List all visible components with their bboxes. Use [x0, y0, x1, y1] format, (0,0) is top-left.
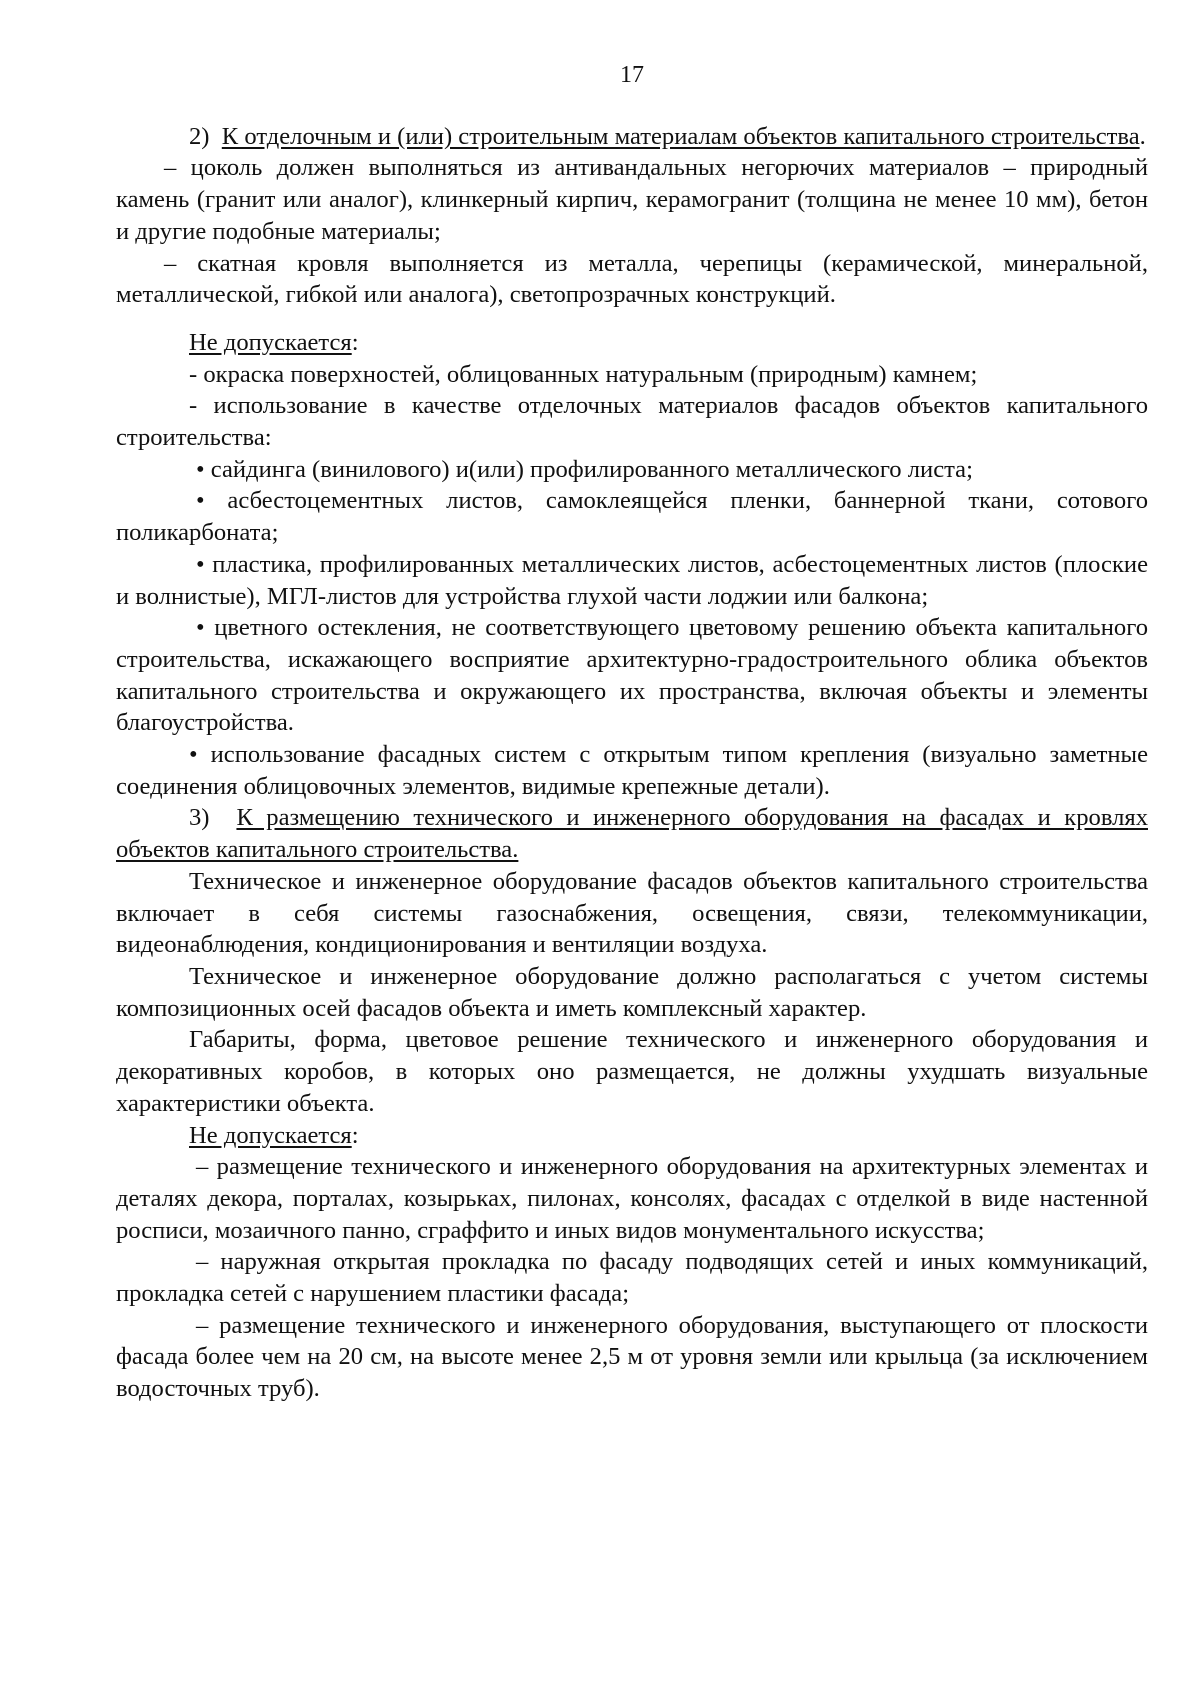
paragraph-equipment-includes: Техническое и инженерное оборудование фасадов объектов капитального строительства включает в себя системы газоснабжения, освещения, связи, телекоммуникации, видеонаблюдения, кондиционирования и вентиляции воздуха.: [116, 867, 1148, 959]
bullet-item-siding: • сайдинга (винилового) и(или) профилированного металлического листа;: [196, 455, 973, 483]
list-item-painting: - окраска поверхностей, облицованных натуральным (природным) камнем;: [189, 360, 978, 388]
paragraph-equipment-dimensions: Габариты, форма, цветовое решение технического и инженерного оборудования и декоративных коробов, в которых оно размещается, не должны ухудшать визуальные характеристики объекта.: [116, 1026, 1148, 1117]
list-item-plinth: – цоколь должен выполняться из антивандальных негорючих материалов – природный камень (гранит или аналог), клинкерный кирпич, керамогранит (толщина не менее 10 мм), бетон и другие подобные материалы;: [116, 154, 1148, 245]
section-2-heading: [116, 121, 1148, 153]
section-3-heading: [116, 802, 1148, 865]
section-2-heading-end: .: [1139, 122, 1146, 150]
bullet-item-glazing: • цветного остекления, не соответствующего цветовому решению объекта капитального строительства, искажающего восприятие архитектурно-градостроительного облика объектов капитального строительства и окружающего их пространства, включая объекты и элементы благоустройства.: [116, 614, 1148, 737]
not-allowed-colon-2: :: [351, 1121, 359, 1149]
bullet-item-facade-systems: • использование фасадных систем с открытым типом крепления (визуально заметные соединения облицовочных элементов, видимые крепежные детали).: [116, 741, 1148, 800]
section-3-number: 3): [189, 804, 210, 832]
section-3-heading-text: К размещению технического и инженерного оборудования на фасадах и кровлях объектов капитального строительства.: [116, 804, 1148, 864]
section-2-heading-text: К отделочным и (или) строительным материалам объектов капитального строительства: [221, 122, 1140, 150]
list-item-open-cabling: – наружная открытая прокладка по фасаду подводящих сетей и иных коммуникаций, прокладка сетей с нарушением пластики фасада;: [116, 1248, 1148, 1308]
not-allowed-colon-1: :: [351, 328, 359, 356]
document-page: [116, 60, 1148, 1405]
not-allowed-heading-2: [116, 1120, 1148, 1152]
bullet-item-asbestos: • асбестоцементных листов, самоклеящейся пленки, баннерной ткани, сотового поликарбоната;: [116, 487, 1148, 547]
not-allowed-label-2: Не допускается: [189, 1121, 352, 1149]
not-allowed-heading-1: [116, 327, 1148, 359]
list-item-finishing-materials: - использование в качестве отделочных материалов фасадов объектов капитального строительства:: [116, 392, 1148, 452]
not-allowed-label-1: Не допускается: [189, 328, 352, 356]
list-item-roof: – скатная кровля выполняется из металла, черепицы (керамической, минеральной, металлической, гибкой или аналога), светопрозрачных конструкций.: [116, 249, 1148, 309]
list-item-protruding-equipment: – размещение технического и инженерного оборудования, выступающего от плоскости фасада более чем на 20 см, на высоте менее 2,5 м от уровня земли или крыльца (за исключением водосточных труб).: [116, 1311, 1148, 1403]
section-2-number: 2): [189, 122, 210, 150]
list-item-architectural-elements: – размещение технического и инженерного оборудования на архитектурных элементах и деталях декора, порталах, козырьках, пилонах, консолях, фасадах с отделкой в виде настенной росписи, мозаичного панно, сграффито и иных видов монументального искусства;: [116, 1153, 1148, 1244]
bullet-item-plastic: • пластика, профилированных металлических листов, асбестоцементных листов (плоские и волнистые), МГЛ-листов для устройства глухой части лоджии или балкона;: [116, 550, 1148, 610]
paragraph-equipment-placement: Техническое и инженерное оборудование должно располагаться с учетом системы композиционных осей фасадов объекта и иметь комплексный характер.: [116, 962, 1148, 1022]
page-number: 17: [620, 62, 644, 88]
